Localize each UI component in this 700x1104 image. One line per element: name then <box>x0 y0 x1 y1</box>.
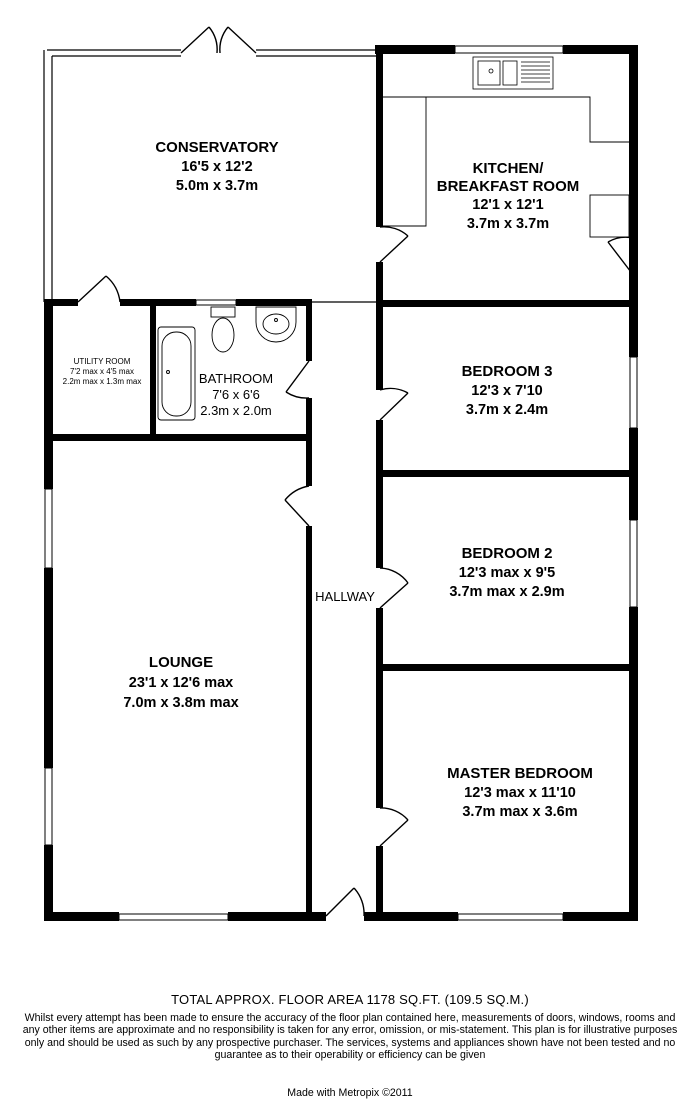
room-name-line1: KITCHEN/ <box>472 160 544 177</box>
room-name: HALLWAY <box>315 589 375 604</box>
room-dimensions-metric: 7.0m x 3.8m max <box>123 695 239 711</box>
room-bedroom-2 <box>449 545 564 600</box>
room-dimensions-metric: 3.7m x 2.4m <box>465 402 549 418</box>
room-dimensions-imperial: 12'3 max x 11'10 <box>464 785 576 801</box>
room-conservatory <box>155 139 278 194</box>
room-dimensions-metric: 5.0m x 3.7m <box>175 178 259 194</box>
room-kitchen <box>437 160 580 232</box>
room-dimensions-imperial: 23'1 x 12'6 max <box>128 675 234 691</box>
room-name: CONSERVATORY <box>155 139 279 156</box>
room-name-line2: BREAKFAST ROOM <box>436 178 580 195</box>
conservatory-glazing <box>44 50 382 303</box>
room-dimensions-imperial: 12'3 x 7'10 <box>471 383 543 399</box>
room-dimensions-metric: 3.7m max x 2.9m <box>449 584 565 600</box>
room-name: BATHROOM <box>198 371 274 386</box>
room-name: BEDROOM 3 <box>461 363 553 380</box>
room-name: UTILITY ROOM <box>73 357 131 366</box>
room-bathroom <box>199 371 273 418</box>
room-dimensions-imperial: 12'1 x 12'1 <box>472 197 544 213</box>
room-dimensions-metric: 3.7m x 3.7m <box>466 216 550 232</box>
room-bedroom-3 <box>462 363 553 418</box>
disclaimer-text: Whilst every attempt has been made to ensure the accuracy of the floor plan contained here, measurements of doors, windows, rooms and any other items are approximate and no responsibility is taken for any error, omission, or mis-statement. This plan is for illustrative purposes only and should be used as such by any prospective purchaser. The services, systems and appliances shown have not been tested and no guarantee as to their operability or efficiency can be given <box>22 1012 678 1062</box>
room-name: BEDROOM 2 <box>461 545 553 562</box>
room-dimensions-imperial: 12'3 max x 9'5 <box>458 565 556 581</box>
room-hallway <box>315 589 375 604</box>
room-dimensions-metric: 2.3m x 2.0m <box>200 403 272 418</box>
basin-icon <box>256 307 296 342</box>
total-floor-area: TOTAL APPROX. FLOOR AREA 1178 SQ.FT. (109.5 SQ.M.) <box>171 992 529 1007</box>
room-name: MASTER BEDROOM <box>447 765 593 782</box>
room-dimensions-metric: 2.2m max x 1.3m max <box>62 377 142 386</box>
room-master-bedroom <box>447 765 593 820</box>
bathtub-icon <box>158 327 195 420</box>
room-dimensions-imperial: 7'6 x 6'6 <box>212 387 260 402</box>
room-dimensions-imperial: 16'5 x 12'2 <box>181 159 253 175</box>
made-with-credit: Made with Metropix ©2011 <box>287 1087 413 1099</box>
room-dimensions-imperial: 7'2 max x 4'5 max <box>70 367 134 376</box>
room-name: LOUNGE <box>148 654 214 671</box>
room-dimensions-metric: 3.7m max x 3.6m <box>462 804 578 820</box>
room-utility <box>63 357 142 386</box>
sink-icon <box>473 57 553 89</box>
room-lounge <box>123 654 238 711</box>
toilet-icon <box>211 307 235 352</box>
